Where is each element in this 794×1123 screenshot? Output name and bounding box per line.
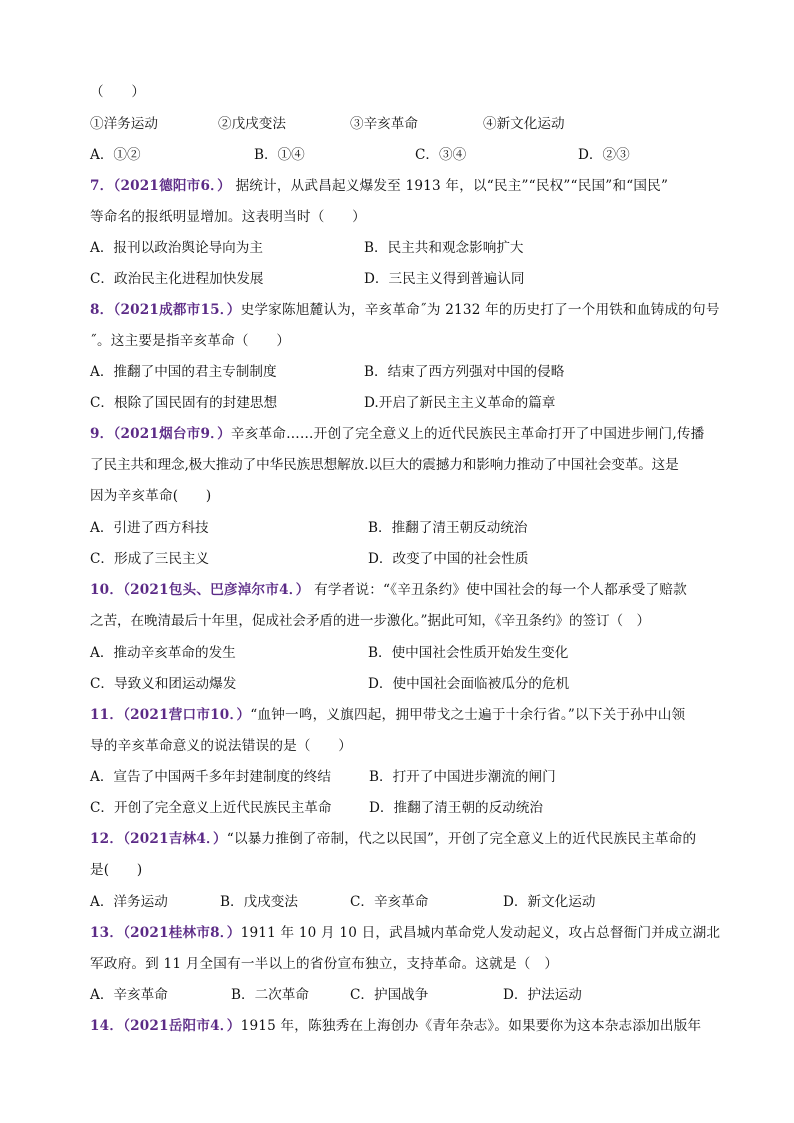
q12-option-d: D．新文化运动 (503, 894, 596, 910)
q14-number: 14． (90, 1018, 124, 1034)
q7-option-d: D．三民主义得到普遍认同 (364, 271, 525, 287)
q10-option-c: C．导致义和团运动爆发 (90, 676, 237, 692)
q10-option-d: D．使中国社会面临被瓜分的危机 (368, 676, 570, 692)
q12-option-b: B．戊戌变法 (220, 894, 298, 910)
q6-option-c: C．③④ (415, 147, 467, 163)
q14-stem-line1 (90, 1016, 701, 1036)
q11-option-d: D．推翻了清王朝的反动统治 (369, 800, 544, 816)
q6-item-2: ②戊戌变法 (218, 116, 286, 132)
q13-number: 13． (90, 925, 124, 941)
q13-text-1: 1911 年 10 月 10 日，武昌城内革命党人发动起义，攻占总督衙门并成立湖北 (240, 925, 721, 941)
q14-text-1: 1915 年，陈独秀在上海创办《青年杂志》。如果要你为这本杂志添加出版年 (240, 1018, 702, 1034)
q6-item-1: ①洋务运动 (90, 116, 158, 132)
q7-option-a: A．报刊以政治舆论导向为主 (90, 240, 263, 256)
q7-text-1: 据统计，从武昌起义爆发至 1913 年，以“民主”“民权”“民国”和“国民” (230, 178, 669, 194)
q10-stem-line1 (90, 580, 687, 600)
q11-number: 11． (90, 707, 124, 723)
q11-option-b: B．打开了中国进步潮流的闸门 (369, 769, 556, 785)
q8-stem-line2: ˝。这主要是指辛亥革命（ ） (90, 333, 291, 349)
q8-source: （2021成都市15．） (113, 302, 241, 318)
q8-option-b: B．结束了西方列强对中国的侵略 (364, 364, 565, 380)
q9-number: 9． (90, 426, 114, 442)
q9-stem-line2: 了民主共和理念,极大推动了中华民族思想解放.以巨大的震撼力和影响力推动了中国社会变革。这是 (90, 457, 679, 473)
q13-stem-line2: 军政府。到 11 月全国有一半以上的省份宣布独立，支持革命。这就是（ ） (90, 956, 559, 972)
q12-number: 12． (90, 831, 124, 847)
q7-option-c: C．政治民主化进程加快发展 (90, 271, 264, 287)
q13-source: （2021桂林市8．） (123, 925, 241, 941)
q8-stem-line1 (90, 300, 720, 320)
q9-stem-line1 (90, 424, 704, 444)
q9-option-c: C．形成了三民主义 (90, 551, 210, 567)
q7-source: （2021德阳市6．） (113, 178, 231, 194)
q6-option-d: D．②③ (578, 147, 630, 163)
q9-text-1: 辛亥革命……开创了完全意义上的近代民族民主革命打开了中国进步闸门,传播 (230, 426, 705, 442)
q11-stem-line2: 导的辛亥革命意义的说法错误的是（ ） (90, 738, 353, 754)
q8-text-1: 史学家陈旭麓认为，辛亥革命˝为 2132 年的历史打了一个用铁和血铸成的句号 (240, 302, 720, 318)
q9-stem-line3: 因为辛亥革命( ) (90, 488, 212, 504)
q10-source: （2021包头、巴彦淖尔市4．） (123, 582, 310, 598)
q9-option-d: D．改变了中国的社会性质 (368, 551, 529, 567)
q9-source: （2021烟台市9．） (113, 426, 231, 442)
q13-option-c: C．护国战争 (350, 987, 429, 1003)
q8-option-d: D.开启了新民主主义革命的篇章 (364, 395, 556, 411)
q10-option-a: A．推动辛亥革命的发生 (90, 645, 236, 661)
q13-option-a: A．辛亥革命 (90, 987, 168, 1003)
q13-option-b: B．二次革命 (231, 987, 309, 1003)
q10-number: 10． (90, 582, 124, 598)
q7-stem-line1 (90, 176, 668, 196)
q6-item-4: ④新文化运动 (483, 116, 565, 132)
q11-text-1: “血钟一鸣，义旗四起，拥甲带戈之士遍于十余行省。”以下关于孙中山领 (250, 707, 686, 723)
q12-text-1: “以暴力推倒了帝制，代之以民国”，开创了完全意义上的近代民族民主革命的 (226, 831, 697, 847)
q11-source: （2021营口市10．） (123, 707, 251, 723)
q13-option-d: D．护法运动 (503, 987, 582, 1003)
q10-text-1: 有学者说：“《辛丑条约》使中国社会的每一个人都承受了赔款 (309, 582, 687, 598)
q14-source: （2021岳阳市4．） (123, 1018, 241, 1034)
q12-source: （2021吉林4．） (123, 831, 227, 847)
q7-option-b: B．民主共和观念影响扩大 (364, 240, 524, 256)
q8-option-a: A．推翻了中国的君主专制制度 (90, 364, 277, 380)
q11-option-c: C．开创了完全意义上近代民族民主革命 (90, 800, 332, 816)
q7-number: 7． (90, 178, 114, 194)
q12-stem-line2: 是( ) (90, 862, 143, 878)
q12-option-c: C．辛亥革命 (350, 894, 429, 910)
q10-stem-line2: 之苦，在晚清最后十年里，促成社会矛盾的进一步激化。”据此可知，《辛丑条约》的签订（ ） (90, 613, 650, 629)
q10-option-b: B．使中国社会性质开始发生变化 (368, 645, 569, 661)
q9-option-a: A．引进了西方科技 (90, 520, 209, 536)
q6-option-b: B．①④ (254, 147, 305, 163)
q11-option-a: A．宣告了中国两千多年封建制度的终结 (90, 769, 331, 785)
q6-item-3: ③辛亥革命 (350, 116, 418, 132)
q8-option-c: C．根除了国民固有的封建思想 (90, 395, 278, 411)
q7-stem-line2: 等命名的报纸明显增加。这表明当时（ ） (90, 209, 366, 225)
q8-number: 8． (90, 302, 114, 318)
q6-option-a: A．①② (90, 147, 141, 163)
q12-stem-line1 (90, 829, 696, 849)
q12-option-a: A．洋务运动 (90, 894, 168, 910)
q13-stem-line1 (90, 923, 720, 943)
q6-paren: （ ） (90, 84, 146, 100)
q9-option-b: B．推翻了清王朝反动统治 (368, 520, 528, 536)
q11-stem-line1 (90, 705, 685, 725)
